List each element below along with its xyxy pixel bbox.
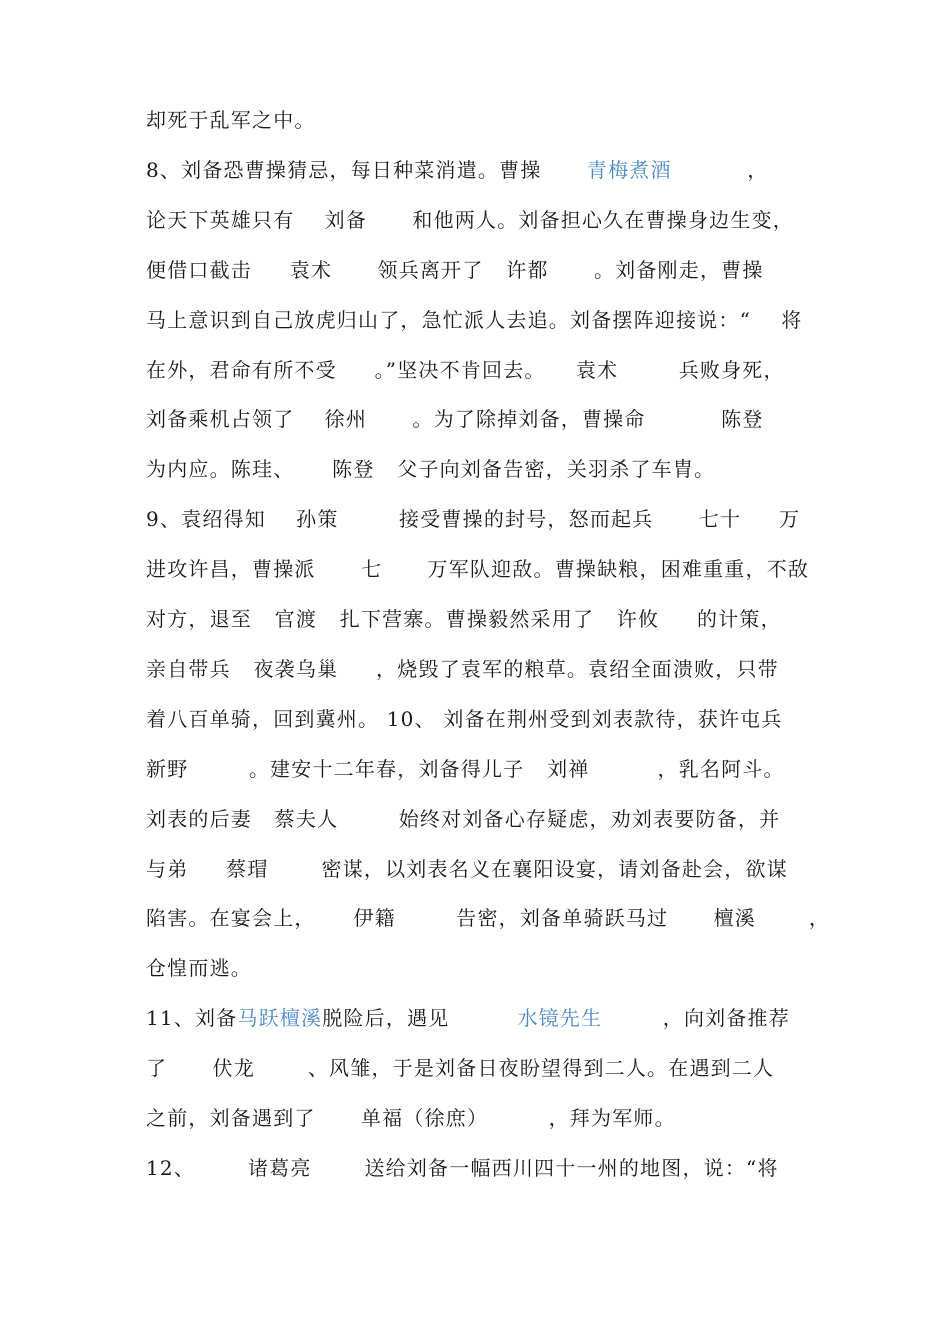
text-line (146, 306, 816, 334)
text-line (146, 1154, 816, 1182)
text-line (146, 655, 816, 683)
text-segment: 刘表的后妻 蔡夫人 始终对刘备心存疑虑，劝刘表要防备，并 (146, 806, 781, 831)
text-line (146, 206, 816, 234)
text-segment: 与弟 蔡瑁 密谋，以刘表名义在襄阳设宴，请刘备赴会，欲谋 (146, 856, 788, 881)
text-segment: 便借口截击 袁术 领兵离开了 许都 。刘备刚走，曹操 (146, 257, 764, 282)
text-line (146, 755, 816, 783)
text-segment: 新野 。建安十二年春，刘备得儿子 刘禅 ，乳名阿斗。 (146, 756, 785, 781)
text-segment: 进攻许昌，曹操派 七 万军队迎敌。曹操缺粮，困难重重，不敌 (146, 557, 810, 582)
text-segment: 亲自带兵 夜袭乌巢 ，烧毁了袁军的粮草。袁绍全面溃败，只带 (146, 656, 779, 681)
text-segment: 陷害。在宴会上， 伊籍 告密，刘备单骑跃马过 檀溪 ， (146, 906, 831, 931)
text-segment: 却死于乱军之中。 (146, 108, 316, 132)
text-segment: 对方，退至 官渡 扎下营寨。曹操毅然采用了 许攸 的计策， (146, 607, 782, 631)
text-segment: 仓惶而逃。 (146, 956, 252, 981)
text-segment: 在外，君命有所不受 。”坚决不肯回去。 袁术 兵败身死， (146, 357, 785, 382)
text-segment: 论天下英雄只有 刘备 和他两人。刘备担心久在曹操身边生变， (146, 207, 794, 232)
text-line (146, 855, 816, 883)
text-segment: 刘备乘机占领了 徐州 。为了除掉刘备，曹操命 陈登 (146, 407, 764, 432)
highlighted-answer: 水镜先生 (517, 1006, 603, 1031)
highlighted-answer: 马跃檀溪 (237, 1006, 323, 1031)
text-line (146, 1054, 816, 1082)
text-line (146, 156, 816, 184)
text-line (146, 106, 816, 134)
text-line (146, 904, 831, 932)
text-line (146, 954, 816, 982)
text-line (146, 605, 816, 633)
text-line (146, 1104, 816, 1132)
text-segment: 12、 诸葛亮 送给刘备一幅西川四十一州的地图，说：“将 (146, 1155, 779, 1180)
text-segment: ，向刘备推荐 (602, 1006, 790, 1031)
text-line (146, 805, 816, 833)
text-segment: 脱险后，遇见 (322, 1006, 518, 1031)
text-segment: 8、刘备恐曹操猜忌，每日种菜消遣。曹操 (146, 157, 587, 182)
text-segment: 11、刘备 (146, 1006, 238, 1031)
text-segment: 了 伏龙 、风雏，于是刘备日夜盼望得到二人。在遇到二人 (146, 1056, 775, 1081)
text-line (146, 256, 816, 284)
text-line (146, 356, 816, 384)
text-segment: 为内应。陈珪、 陈登 父子向刘备告密，关羽杀了车胄。 (146, 457, 716, 482)
text-line (146, 405, 816, 433)
text-segment: ， (671, 157, 769, 182)
text-line (146, 455, 816, 483)
text-segment: 9、袁绍得知 孙策 接受曹操的封号，怒而起兵 七十 万 (146, 507, 801, 532)
text-line (146, 555, 816, 583)
highlighted-answer: 青梅煮酒 (586, 157, 672, 182)
text-line (146, 1004, 816, 1032)
text-line (146, 505, 816, 533)
text-segment: 之前，刘备遇到了 单福（徐庶） ，拜为军师。 (146, 1106, 676, 1130)
text-segment: 马上意识到自己放虎归山了，急忙派人去追。刘备摆阵迎接说：“ 将 (146, 307, 803, 332)
text-line (146, 705, 816, 733)
text-segment: 着八百单骑，回到冀州。 10、 刘备在荆州受到刘表款待，获许屯兵 (146, 706, 783, 731)
